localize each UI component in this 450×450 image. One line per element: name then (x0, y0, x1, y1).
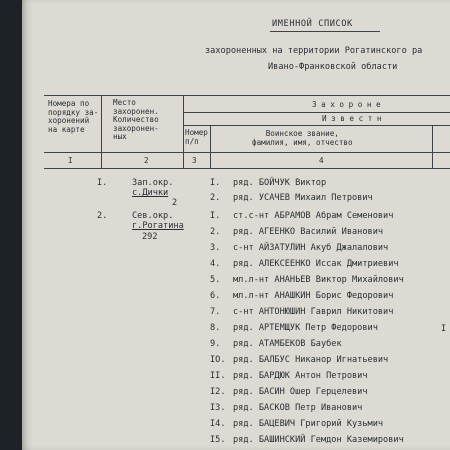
burial-2-row-number: I2. (210, 387, 226, 397)
header-subgroup-rule (184, 125, 450, 126)
subtitle-line-1: захороненных на территории Рогатинского ра (205, 46, 423, 56)
column-number-3: 3 (192, 156, 197, 165)
burial-2-row-number: I4. (210, 419, 226, 429)
burial-2-row-number: II. (210, 371, 226, 381)
column-number-4: 4 (319, 156, 324, 165)
burial-2-row-text: мл.л-нт АНАНЬЕВ Виктор Михайлович (233, 275, 404, 285)
burial-1-count: 2 (172, 198, 178, 208)
burial-2-row-number: I3. (210, 403, 226, 413)
burial-2-row-text: ряд. БАЛБУС Никанор Игнатьевич (233, 355, 389, 365)
burial-2-row-number: 3. (210, 243, 221, 253)
header-divider-1 (101, 96, 102, 168)
header-burial-number: Номера по порядку за- хоронений на карте (48, 99, 99, 134)
burial-2-place-line-1: Сев.окр. (132, 211, 174, 221)
burial-2-row-text: ряд. БАСИН Ошер Герцелевич (233, 387, 368, 397)
margin-mark: I (441, 324, 447, 334)
burial-2-row-number: 8. (210, 323, 221, 333)
subtitle-line-2: Ивано-Франковской области (268, 62, 398, 72)
document-title: ИМЕННОЙ СПИСОК (272, 19, 353, 29)
burial-2-row-text: ряд. БАСКОВ Петр Иванович (233, 403, 363, 413)
burial-2-row-text: с-нт АЙЗАТУЛИН Акуб Джалалович (233, 243, 389, 253)
burial-2-number: 2. (97, 211, 108, 221)
header-divider-4 (432, 126, 433, 168)
document-page (22, 0, 450, 450)
header-rank-name: Воинское звание, фамилия, имя, отчество (252, 129, 353, 147)
header-divider-2 (183, 96, 184, 168)
burial-2-row-text: ряд. АЛЕКСЕЕНКО Иссак Дмитриевич (233, 259, 399, 269)
burial-1-place-line-2: с.Дички (132, 188, 169, 198)
burial-2-row-number: 4. (210, 259, 221, 269)
burial-2-row-text: мл.л-нт АНАШКИН Борис Федорович (233, 291, 394, 301)
column-number-2: 2 (144, 156, 149, 165)
column-number-1: I (68, 156, 73, 165)
burial-1-row-1-num: I. (210, 178, 221, 188)
title-underline (270, 31, 380, 32)
burial-2-row-number: I. (210, 211, 221, 221)
burial-2-row-number: IO. (210, 355, 226, 365)
burial-2-count: 292 (142, 232, 158, 242)
burial-2-row-text: ряд. АТАМБЕКОВ Баубек (233, 339, 342, 349)
burial-1-number: I. (97, 178, 108, 188)
burial-1-row-2-num: 2. (210, 193, 221, 203)
header-row-number: Номер п/п (185, 128, 208, 146)
burial-2-row-text: ряд. АГЕЕНКО Василий Иванович (233, 227, 384, 237)
burial-2-row-text: ряд. БАШИНСКИЙ Гемдон Каземирович (233, 435, 404, 445)
burial-2-row-text: ряд. БАРДЮК Антон Петрович (233, 371, 368, 381)
burial-1-row-1-text: ряд. БОЙЧУК Виктор (233, 178, 327, 188)
header-bottom-rule (44, 152, 450, 153)
burial-2-row-text: ряд. АРТЕМЩУК Петр Федорович (233, 323, 378, 333)
burial-2-row-number: 5. (210, 275, 221, 285)
burial-2-row-text: ст.с-нт АБРАМОВ Абрам Семенович (233, 211, 394, 221)
column-numbers-rule (44, 168, 450, 169)
header-divider-3 (210, 126, 211, 168)
header-group-rule (184, 112, 450, 113)
header-top-rule (44, 95, 450, 96)
burial-2-row-number: I5. (210, 435, 226, 445)
burial-1-place-line-1: Зап.окр. (132, 178, 174, 188)
burial-2-row-number: 6. (210, 291, 221, 301)
burial-2-row-number: 9. (210, 339, 221, 349)
burial-2-row-text: ряд. БАЦЕВИЧ Григорий Кузьмич (233, 419, 384, 429)
burial-1-row-2-text: ряд. УСАЧЕВ Михаил Петрович (233, 193, 373, 203)
burial-2-row-number: 2. (210, 227, 221, 237)
header-subgroup-known: И з в е с т н (322, 114, 382, 123)
burial-2-place-line-2: г.Рогатина (132, 221, 184, 231)
burial-2-row-number: 7. (210, 307, 221, 317)
header-burial-place: Место захоронен. Количество захоронен- ных (113, 98, 159, 142)
header-group-buried: З а х о р о н е (312, 100, 381, 109)
burial-2-row-text: с-нт АНТОНЮШИН Гаврил Никитович (233, 307, 394, 317)
